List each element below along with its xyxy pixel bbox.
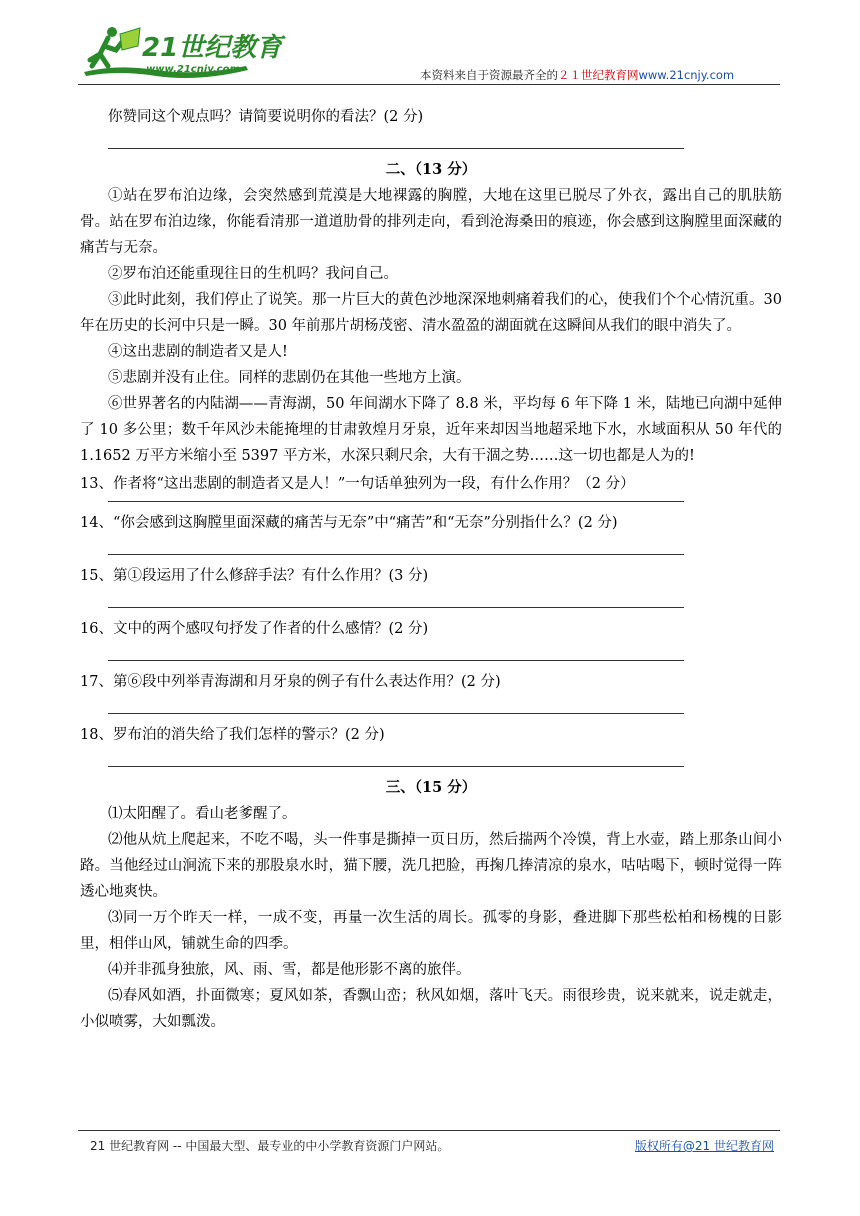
answer-line-15[interactable] [108, 607, 684, 608]
header-note [420, 67, 734, 83]
site-logo [78, 20, 288, 82]
header-note-site[interactable]: ２１世纪教育网 [558, 68, 639, 82]
section-2-paragraph-4: ④这出悲剧的制造者又是人! [108, 344, 288, 360]
answer-line-17[interactable] [108, 713, 684, 714]
question-18: 18、罗布泊的消失给了我们怎样的警示？(2 分) [80, 727, 385, 743]
answer-line-18[interactable] [108, 766, 684, 767]
footer-divider [78, 1130, 780, 1131]
footer-site-description: 21 世纪教育网 -- 中国最大型、最专业的中小学教育资源门户网站。 [90, 1139, 450, 1153]
section-3-paragraph-2: ⑵他从炕上爬起来，不吃不喝，头一件事是撕掉一页日历，然后揣两个冷馍，背上水壶，踏上那条山间小路。当他经过山涧流下来的那股泉水时，猫下腰，洗几把脸，再掬几捧清凉的泉水，咕咕喝下，顿时觉得一阵透心地爽快。 [80, 832, 782, 900]
answer-line-13[interactable] [108, 501, 684, 502]
section-3-paragraph-1: ⑴太阳醒了。看山老爹醒了。 [108, 806, 297, 822]
header-note-url[interactable]: www.21cnjy.com [638, 68, 735, 82]
svg-text:www.21cnjy.com: www.21cnjy.com [146, 64, 240, 75]
section-2-paragraph-3: ③此时此刻，我们停止了说笑。那一片巨大的黄色沙地深深地刺痛着我们的心，使我们个个心情沉重。30 年在历史的长河中只是一瞬。30 年前那片胡杨茂密、清水盈盈的湖面就在这瞬间从我们的眼中消失了。 [80, 292, 782, 334]
question-17: 17、第⑥段中列举青海湖和月牙泉的例子有什么表达作用？(2 分) [80, 674, 501, 690]
document-body [80, 104, 782, 1035]
answer-line-14[interactable] [108, 554, 684, 555]
section-2-paragraph-2: ②罗布泊还能重现往日的生机吗？我问自己。 [108, 266, 398, 282]
section-3-title: 三、（15 分） [385, 779, 477, 796]
answer-line[interactable] [108, 148, 684, 149]
section-2-paragraph-6: ⑥世界著名的内陆湖——青海湖，50 年间湖水下降了 8.8 米，平均每 6 年下降 1 米，陆地已向湖中延伸了 10 多公里；数千年风沙未能掩埋的甘肃敦煌月牙泉，近年来却因当地超采地下水，水域面积从 50 年代的 1.1652 万平方米缩小至 5397 平方米，水深只剩尺余，大有干涸之势……这一切也都是人为的! [80, 396, 782, 464]
svg-text:21世纪教育: 21世纪教育 [142, 33, 283, 63]
section-3-paragraph-4: ⑷并非孤身独旅，风、雨、雪，都是他形影不离的旅伴。 [108, 962, 471, 978]
intro-question: 你赞同这个观点吗？请简要说明你的看法？(2 分) [108, 109, 424, 125]
question-16: 16、文中的两个感叹句抒发了作者的什么感情？(2 分) [80, 621, 429, 637]
footer-copyright-link[interactable]: 版权所有@21 世纪教育网 [634, 1139, 774, 1153]
question-13: 13、作者将“这出悲剧的制造者又是人！”一句话单独列为一段，有什么作用？（2 分） [80, 476, 635, 492]
section-3-paragraph-5: ⑸春风如酒，扑面微寒；夏风如茶，香飘山峦；秋风如烟，落叶飞天。雨很珍贵，说来就来，说走就走，小似喷雾，大如瓢泼。 [80, 988, 782, 1030]
section-2-paragraph-5: ⑤悲剧并没有止住。同样的悲剧仍在其他一些地方上演。 [108, 370, 471, 386]
section-2-paragraph-1: ①站在罗布泊边缘，会突然感到荒漠是大地裸露的胸膛，大地在这里已脱尽了外衣，露出自己的肌肤筋骨。站在罗布泊边缘，你能看清那一道道肋骨的排列走向，看到沧海桑田的痕迹，你会感到这胸膛里面深藏的痛苦与无奈。 [80, 188, 782, 256]
section-2-title: 二、（13 分） [385, 161, 477, 178]
question-15: 15、第①段运用了什么修辞手法？有什么作用？(3 分) [80, 568, 429, 584]
answer-line-16[interactable] [108, 660, 684, 661]
header-note-prefix: 本资料来自于资源最齐全的 [420, 68, 558, 82]
section-3-paragraph-3: ⑶同一万个昨天一样，一成不变，再量一次生活的周长。孤零的身影，叠进脚下那些松柏和杨槐的日影里，相伴山风，铺就生命的四季。 [80, 910, 782, 952]
header-divider [78, 84, 780, 85]
question-14: 14、“你会感到这胸膛里面深藏的痛苦与无奈”中“痛苦”和“无奈”分别指什么？(2 分) [80, 515, 618, 531]
